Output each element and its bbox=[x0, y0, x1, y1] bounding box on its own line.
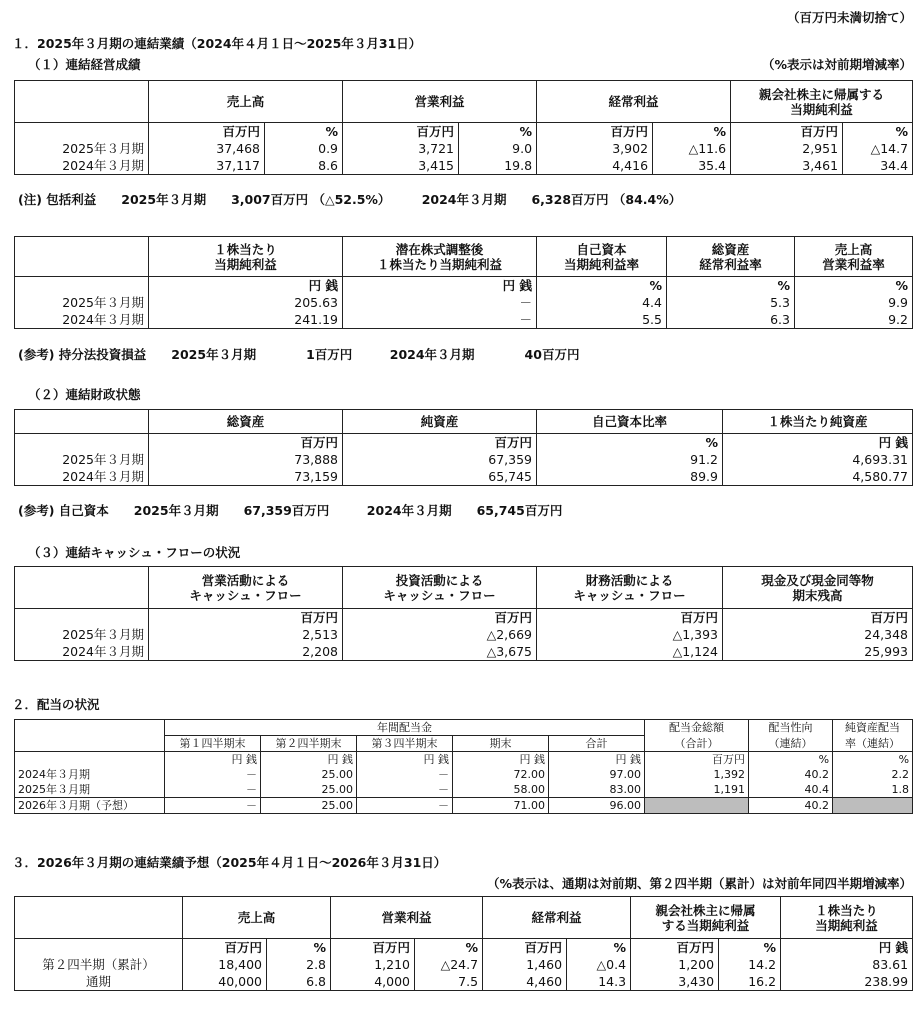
value-cell: 205.63 bbox=[149, 294, 343, 311]
per-share-table bbox=[14, 236, 913, 329]
unit-cell: 百万円 bbox=[149, 434, 343, 452]
value-cell: 3,902 bbox=[537, 140, 653, 157]
unit-cell: % bbox=[795, 277, 913, 295]
value-cell: 1,210 bbox=[331, 956, 415, 973]
row-label: 2026年３月期（予想） bbox=[15, 798, 165, 814]
corner-cell bbox=[15, 720, 165, 736]
value-cell: 16.2 bbox=[719, 973, 781, 991]
table-row bbox=[15, 798, 913, 814]
col-header-line: 経常利益率 bbox=[699, 256, 762, 272]
value-cell: － bbox=[165, 767, 261, 782]
value-cell: 14.3 bbox=[567, 973, 631, 991]
value-cell: 7.5 bbox=[415, 973, 483, 991]
value-cell: － bbox=[165, 798, 261, 814]
value-cell: 8.6 bbox=[265, 157, 343, 175]
col-header bbox=[781, 897, 913, 939]
value-cell: 3,415 bbox=[343, 157, 459, 175]
unit-cell: % bbox=[567, 939, 631, 957]
table-row bbox=[15, 311, 913, 329]
col-header-line: 当期純利益率 bbox=[563, 256, 639, 272]
col-header-line: 当期純利益 bbox=[815, 917, 878, 933]
unit-cell: 円 銭 bbox=[165, 752, 261, 768]
col-header bbox=[149, 237, 343, 277]
value-cell: 4,580.77 bbox=[723, 468, 913, 486]
row-label bbox=[15, 434, 149, 452]
col-header-line: キャッシュ・フロー bbox=[573, 587, 686, 603]
unit-cell: 円 銭 bbox=[781, 939, 913, 957]
table-row bbox=[15, 468, 913, 486]
value-cell: 96.00 bbox=[549, 798, 645, 814]
row-label: 2024年３月期 bbox=[15, 767, 165, 782]
value-cell: － bbox=[343, 311, 537, 329]
unit-cell: 円 銭 bbox=[261, 752, 357, 768]
shaded-cell bbox=[833, 798, 913, 814]
col-header-line: 財務活動による bbox=[585, 572, 674, 588]
value-cell: 3,721 bbox=[343, 140, 459, 157]
unit-cell: 円 銭 bbox=[453, 752, 549, 768]
row-label: 2024年３月期 bbox=[15, 157, 149, 175]
table-row bbox=[15, 767, 913, 782]
col-header-line: キャッシュ・フロー bbox=[189, 587, 302, 603]
value-cell: 37,468 bbox=[149, 140, 265, 157]
section1-pct-note: （%表示は対前期増減率） bbox=[761, 57, 912, 72]
unit-cell: % bbox=[537, 277, 667, 295]
col-header bbox=[537, 237, 667, 277]
value-cell: 89.9 bbox=[537, 468, 723, 486]
col-header-line: １株当たり bbox=[815, 902, 878, 918]
value-cell: 1,392 bbox=[645, 767, 749, 782]
value-cell: 241.19 bbox=[149, 311, 343, 329]
unit-cell: 百万円 bbox=[537, 609, 723, 627]
row-label: 2025年３月期 bbox=[15, 451, 149, 468]
col-header: 売上高 bbox=[183, 897, 331, 939]
corner-cell bbox=[15, 567, 149, 609]
unit-cell: 円 銭 bbox=[549, 752, 645, 768]
table-row bbox=[15, 956, 913, 973]
unit-cell: % bbox=[719, 939, 781, 957]
col-header bbox=[537, 567, 723, 609]
col-header: 純資産 bbox=[343, 410, 537, 434]
value-cell: 37,117 bbox=[149, 157, 265, 175]
row-label: 2024年３月期 bbox=[15, 643, 149, 661]
unit-cell: % bbox=[415, 939, 483, 957]
unit-cell: % bbox=[459, 123, 537, 141]
cash-flow-table bbox=[14, 566, 913, 661]
col-header-line: 総資産 bbox=[711, 241, 750, 257]
value-cell: 6.8 bbox=[267, 973, 331, 991]
col-header: 自己資本比率 bbox=[537, 410, 723, 434]
equity-note: (参考) 自己資本 2025年３月期 67,359百万円 2024年３月期 65,745百万円 bbox=[18, 503, 563, 518]
value-cell: 4.4 bbox=[537, 294, 667, 311]
col-header-line: する当期純利益 bbox=[661, 917, 750, 933]
col-header: 配当性向 bbox=[749, 720, 833, 736]
unit-cell: % bbox=[267, 939, 331, 957]
value-cell: 14.2 bbox=[719, 956, 781, 973]
col-header-line: 現金及び現金同等物 bbox=[761, 572, 874, 588]
value-cell: 4,693.31 bbox=[723, 451, 913, 468]
value-cell: 2,951 bbox=[731, 140, 843, 157]
col-header-line: 投資活動による bbox=[395, 572, 484, 588]
value-cell: 5.3 bbox=[667, 294, 795, 311]
value-cell: 1,460 bbox=[483, 956, 567, 973]
value-cell: 83.61 bbox=[781, 956, 913, 973]
col-header-line: 自己資本 bbox=[576, 241, 627, 257]
col-header-line: 親会社株主に帰属する bbox=[759, 86, 885, 102]
comprehensive-income-note: (注) 包括利益 2025年３月期 3,007百万円 （△52.5%） 2024年３月期 6,328百万円 （84.4%） bbox=[18, 192, 682, 207]
value-cell: 91.2 bbox=[537, 451, 723, 468]
row-label bbox=[15, 939, 183, 957]
col-header: 営業利益 bbox=[331, 897, 483, 939]
col-header bbox=[723, 567, 913, 609]
col-header-line: 親会社株主に帰属 bbox=[655, 902, 756, 918]
value-cell: △3,675 bbox=[343, 643, 537, 661]
table-row bbox=[15, 626, 913, 643]
unit-cell: 百万円 bbox=[149, 609, 343, 627]
value-cell: 25.00 bbox=[261, 798, 357, 814]
value-cell: 25,993 bbox=[723, 643, 913, 661]
value-cell: 19.8 bbox=[459, 157, 537, 175]
unit-note: （百万円未満切捨て） bbox=[786, 10, 912, 25]
unit-cell: 百万円 bbox=[537, 123, 653, 141]
unit-cell: % bbox=[667, 277, 795, 295]
value-cell: 1,191 bbox=[645, 782, 749, 798]
unit-cell: 百万円 bbox=[645, 752, 749, 768]
value-cell: △0.4 bbox=[567, 956, 631, 973]
value-cell: 83.00 bbox=[549, 782, 645, 798]
unit-cell: 百万円 bbox=[343, 434, 537, 452]
col-header: 売上高 bbox=[149, 81, 343, 123]
col-header: 経常利益 bbox=[537, 81, 731, 123]
col-header-line: 期末残高 bbox=[792, 587, 843, 603]
value-cell: 2,208 bbox=[149, 643, 343, 661]
col-header-line: 営業利益率 bbox=[822, 256, 885, 272]
value-cell: 34.4 bbox=[843, 157, 913, 175]
unit-cell: 円 銭 bbox=[723, 434, 913, 452]
table-row bbox=[15, 973, 913, 991]
table-row bbox=[15, 294, 913, 311]
col-header bbox=[631, 897, 781, 939]
corner-cell bbox=[15, 410, 149, 434]
shaded-cell bbox=[645, 798, 749, 814]
value-cell: 67,359 bbox=[343, 451, 537, 468]
value-cell: 40.4 bbox=[749, 782, 833, 798]
annual-dividend-header: 年間配当金 bbox=[165, 720, 645, 736]
value-cell: 1.8 bbox=[833, 782, 913, 798]
value-cell: 72.00 bbox=[453, 767, 549, 782]
col-header bbox=[667, 237, 795, 277]
value-cell: 4,460 bbox=[483, 973, 567, 991]
value-cell: 6.3 bbox=[667, 311, 795, 329]
col-header: 第２四半期末 bbox=[261, 736, 357, 752]
value-cell: 2,513 bbox=[149, 626, 343, 643]
unit-cell: 円 銭 bbox=[343, 277, 537, 295]
unit-cell: 百万円 bbox=[631, 939, 719, 957]
unit-cell: 百万円 bbox=[343, 609, 537, 627]
unit-cell: % bbox=[653, 123, 731, 141]
section1-sub3: （３）連結キャッシュ・フローの状況 bbox=[28, 545, 241, 560]
value-cell: 65,745 bbox=[343, 468, 537, 486]
value-cell: 25.00 bbox=[261, 782, 357, 798]
value-cell: 1,200 bbox=[631, 956, 719, 973]
col-header: 総資産 bbox=[149, 410, 343, 434]
value-cell: 24,348 bbox=[723, 626, 913, 643]
value-cell: △1,393 bbox=[537, 626, 723, 643]
row-label bbox=[15, 123, 149, 141]
value-cell: 5.5 bbox=[537, 311, 667, 329]
value-cell: 238.99 bbox=[781, 973, 913, 991]
row-label: 第２四半期（累計） bbox=[15, 956, 183, 973]
value-cell: 9.9 bbox=[795, 294, 913, 311]
value-cell: － bbox=[357, 782, 453, 798]
col-header bbox=[795, 237, 913, 277]
value-cell: 9.2 bbox=[795, 311, 913, 329]
row-label: 2025年３月期 bbox=[15, 140, 149, 157]
col-header bbox=[149, 567, 343, 609]
row-label: 2025年３月期 bbox=[15, 294, 149, 311]
col-header: 合計 bbox=[549, 736, 645, 752]
row-label: 2025年３月期 bbox=[15, 782, 165, 798]
value-cell: 40,000 bbox=[183, 973, 267, 991]
unit-cell: 円 銭 bbox=[357, 752, 453, 768]
value-cell: △11.6 bbox=[653, 140, 731, 157]
row-label bbox=[15, 277, 149, 295]
unit-cell: % bbox=[749, 752, 833, 768]
unit-cell: 百万円 bbox=[183, 939, 267, 957]
col-header: 期末 bbox=[453, 736, 549, 752]
value-cell: － bbox=[357, 767, 453, 782]
col-header: 営業利益 bbox=[343, 81, 537, 123]
row-label: 通期 bbox=[15, 973, 183, 991]
unit-cell: % bbox=[537, 434, 723, 452]
col-header: （合計） bbox=[645, 736, 749, 752]
row-label bbox=[15, 752, 165, 768]
corner-cell bbox=[15, 237, 149, 277]
value-cell: 25.00 bbox=[261, 767, 357, 782]
value-cell: 40.2 bbox=[749, 767, 833, 782]
col-header-line: 潜在株式調整後 bbox=[395, 241, 484, 257]
value-cell: △24.7 bbox=[415, 956, 483, 973]
col-header bbox=[343, 567, 537, 609]
corner-cell bbox=[15, 897, 183, 939]
table-row bbox=[15, 140, 913, 157]
unit-cell: % bbox=[265, 123, 343, 141]
value-cell: － bbox=[357, 798, 453, 814]
col-header-line: 当期純利益 bbox=[790, 101, 853, 117]
value-cell: 2.2 bbox=[833, 767, 913, 782]
value-cell: △2,669 bbox=[343, 626, 537, 643]
col-header-line: 売上高 bbox=[834, 241, 873, 257]
table-row bbox=[15, 782, 913, 798]
section3-title: ３．2026年３月期の連結業績予想（2025年４月１日～2026年３月31日） bbox=[12, 855, 447, 870]
equity-method-note: (参考) 持分法投資損益 2025年３月期 1百万円 2024年３月期 40百万円 bbox=[18, 347, 580, 362]
value-cell: 3,430 bbox=[631, 973, 719, 991]
row-label: 2025年３月期 bbox=[15, 626, 149, 643]
value-cell: 9.0 bbox=[459, 140, 537, 157]
section1-sub2: （２）連結財政状態 bbox=[28, 387, 141, 402]
section1-title: １．2025年３月期の連結業績（2024年４月１日～2025年３月31日） bbox=[12, 36, 422, 51]
value-cell: 40.2 bbox=[749, 798, 833, 814]
value-cell: 97.00 bbox=[549, 767, 645, 782]
financial-position-table bbox=[14, 409, 913, 486]
value-cell: － bbox=[165, 782, 261, 798]
col-header: 経常利益 bbox=[483, 897, 631, 939]
value-cell: 18,400 bbox=[183, 956, 267, 973]
unit-cell: 百万円 bbox=[149, 123, 265, 141]
row-label bbox=[15, 609, 149, 627]
unit-cell: 百万円 bbox=[331, 939, 415, 957]
operating-results-table bbox=[14, 80, 913, 175]
col-header bbox=[731, 81, 913, 123]
table-row bbox=[15, 643, 913, 661]
section2-title: ２．配当の状況 bbox=[12, 697, 100, 712]
col-header-line: 当期純利益 bbox=[214, 256, 277, 272]
unit-cell: 円 銭 bbox=[149, 277, 343, 295]
unit-cell: 百万円 bbox=[723, 609, 913, 627]
unit-cell: 百万円 bbox=[731, 123, 843, 141]
row-label: 2024年３月期 bbox=[15, 311, 149, 329]
row-label: 2024年３月期 bbox=[15, 468, 149, 486]
unit-cell: 百万円 bbox=[483, 939, 567, 957]
value-cell: 2.8 bbox=[267, 956, 331, 973]
unit-cell: % bbox=[833, 752, 913, 768]
value-cell: 58.00 bbox=[453, 782, 549, 798]
unit-cell: 百万円 bbox=[343, 123, 459, 141]
value-cell: 4,000 bbox=[331, 973, 415, 991]
value-cell: 73,888 bbox=[149, 451, 343, 468]
table-row bbox=[15, 157, 913, 175]
col-header-line: １株当たり当期純利益 bbox=[376, 256, 502, 272]
value-cell: 0.9 bbox=[265, 140, 343, 157]
section3-pct-note: （%表示は、通期は対前期、第２四半期（累計）は対前年同四半期増減率） bbox=[486, 876, 912, 891]
value-cell: 71.00 bbox=[453, 798, 549, 814]
corner-cell bbox=[15, 81, 149, 123]
table-row bbox=[15, 451, 913, 468]
col-header: １株当たり純資産 bbox=[723, 410, 913, 434]
value-cell: － bbox=[343, 294, 537, 311]
value-cell: 73,159 bbox=[149, 468, 343, 486]
col-header-line: キャッシュ・フロー bbox=[383, 587, 496, 603]
col-header: 配当金総額 bbox=[645, 720, 749, 736]
corner-cell bbox=[15, 736, 165, 752]
col-header-line: 営業活動による bbox=[201, 572, 290, 588]
unit-cell: % bbox=[843, 123, 913, 141]
value-cell: 4,416 bbox=[537, 157, 653, 175]
value-cell: △14.7 bbox=[843, 140, 913, 157]
col-header: 純資産配当 bbox=[833, 720, 913, 736]
col-header-line: １株当たり bbox=[214, 241, 277, 257]
section1-sub1: （１）連結経営成績 bbox=[28, 57, 141, 72]
value-cell: △1,124 bbox=[537, 643, 723, 661]
value-cell: 35.4 bbox=[653, 157, 731, 175]
col-header: 第１四半期末 bbox=[165, 736, 261, 752]
col-header bbox=[343, 237, 537, 277]
forecast-table bbox=[14, 896, 913, 991]
col-header: 第３四半期末 bbox=[357, 736, 453, 752]
col-header: （連結） bbox=[749, 736, 833, 752]
dividend-table bbox=[14, 719, 913, 814]
value-cell: 3,461 bbox=[731, 157, 843, 175]
col-header: 率（連結） bbox=[833, 736, 913, 752]
